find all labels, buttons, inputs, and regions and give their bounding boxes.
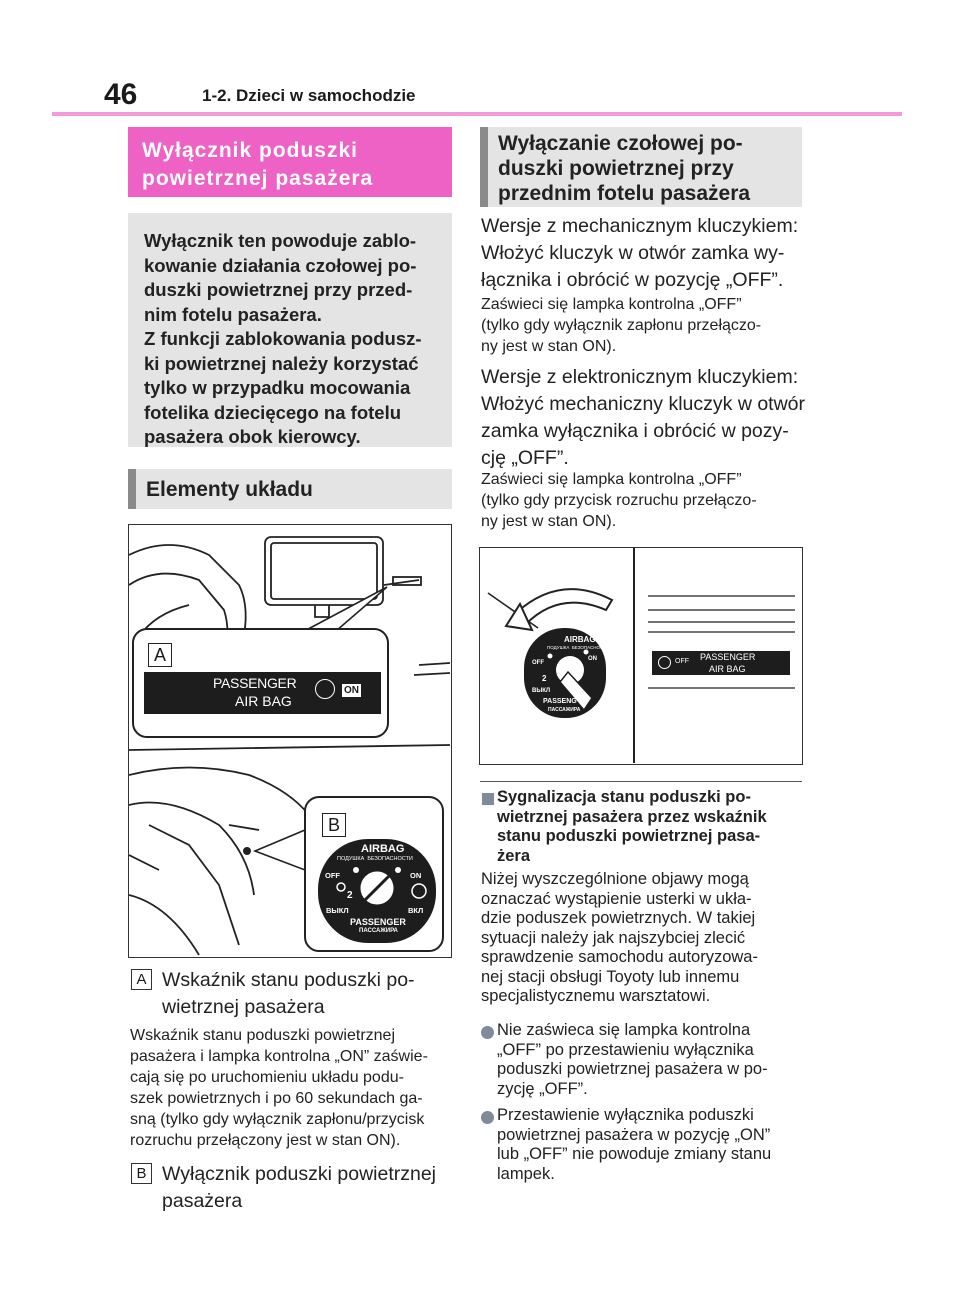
- item-a-title-line: wietrznej pasażera: [162, 996, 325, 1018]
- fig2-passeng-label: PASSENG: [543, 698, 577, 705]
- switch-on-label: ON: [410, 871, 422, 880]
- signal-divider: [480, 781, 802, 782]
- bullet-item-1: [497, 1021, 807, 1099]
- on-tag: ON: [344, 685, 359, 696]
- text-line: szek powietrznych i po 60 sekundach ga-: [130, 1090, 423, 1107]
- fig2-off-label: OFF: [532, 660, 544, 666]
- airbag-figure: [128, 524, 452, 958]
- text-line: sytuacji należy jak najszybciej zlecić: [481, 928, 746, 947]
- heading-line: Sygnalizacja stanu poduszki po-: [497, 788, 751, 806]
- text-line: Zaświeci się lampka kontrolna „OFF”: [481, 296, 742, 313]
- text-line: Włożyć mechaniczny kluczyk w otwór: [481, 393, 805, 415]
- text-line: łącznika i obrócić w pozycję „OFF”.: [481, 269, 784, 291]
- text-line: Przestawienie wyłącznika poduszki: [497, 1106, 754, 1124]
- text-line: Wersje z mechanicznym kluczykiem:: [481, 215, 799, 237]
- section-heading-switch: [128, 127, 452, 197]
- text-line: zamka wyłącznika i obrócić w pozy-: [481, 420, 789, 442]
- text-line: sprawdzenie samochodu autoryzowa-: [481, 948, 758, 966]
- fig2-airbag-ru: ПОДУШКА БЕЗОПАСНОСТИ: [547, 645, 610, 650]
- heading-line: przednim fotelu pasażera: [498, 182, 751, 205]
- heading-line: stanu poduszki powietrznej pasa-: [497, 827, 761, 845]
- signal-heading: [497, 788, 807, 866]
- page-number: 46: [104, 78, 138, 111]
- switch-passenger-label: PASSENGER: [350, 917, 406, 927]
- item-b-title-line: Wyłącznik poduszki powietrznej: [162, 1163, 437, 1185]
- figure-label-b: B: [322, 813, 346, 837]
- heading-line: duszki powietrznej przy: [498, 157, 734, 180]
- item-a-title: [162, 967, 415, 1021]
- item-b-title-line: pasażera: [162, 1190, 243, 1212]
- intro-box: [128, 213, 452, 447]
- deactivation-heading-text: [498, 131, 750, 206]
- item-a-description: [130, 1025, 452, 1151]
- intro-line: tylko w przypadku mocowania: [144, 377, 411, 398]
- intro-line: fotelika dziecięcego na fotelu: [144, 401, 402, 423]
- fig2-indicator-off: OFF: [675, 658, 689, 665]
- text-line: dzie poduszek powietrznych. W takiej: [481, 909, 756, 927]
- switch-airbag-ru: ПОДУШКА БЕЗОПАСНОСТИ: [337, 856, 413, 862]
- text-line: (tylko gdy przycisk rozruchu przełączo-: [481, 492, 757, 509]
- switch-num-2: 2: [347, 890, 353, 901]
- fig2-num-2: 2: [542, 674, 547, 683]
- text-line: Wersje z elektronicznym kluczykiem:: [481, 366, 799, 388]
- intro-line: nim fotelu pasażera.: [144, 303, 322, 325]
- text-line: oznaczać wystąpienie usterki w ukła-: [481, 889, 752, 908]
- text-line: Niżej wyszczególnione objawy mogą: [481, 870, 749, 888]
- switch-vkl-label: ВКЛ: [408, 906, 424, 915]
- mechanical-key-note: [481, 294, 806, 357]
- bullet-dot: [481, 1026, 494, 1039]
- elements-heading: [128, 469, 452, 509]
- fig2-on-label: ON: [588, 656, 597, 662]
- item-a-marker: A: [131, 969, 152, 990]
- intro-line: kowanie działania czołowej po-: [144, 254, 417, 276]
- fig2-vykl-label: ВЫКЛ: [532, 688, 551, 694]
- text-line: ny jest w stan ON).: [481, 513, 617, 530]
- text-line: lampek.: [497, 1164, 555, 1183]
- text-line: Wskaźnik stanu poduszki powietrznej: [130, 1027, 396, 1044]
- item-b-marker: B: [131, 1163, 152, 1184]
- fig2-indicator-line2: AIR BAG: [709, 664, 746, 674]
- intro-line: pasażera obok kierowcy.: [144, 426, 361, 447]
- text-line: Zaświeci się lampka kontrolna „OFF”: [481, 471, 742, 488]
- text-line: „OFF” po przestawieniu wyłącznika: [497, 1040, 754, 1059]
- item-a-title-line: Wskaźnik stanu poduszki po-: [162, 969, 415, 991]
- fig2-indicator-line1: PASSENGER: [700, 652, 756, 662]
- text-line: Nie zaświeca się lampka kontrolna: [497, 1021, 751, 1039]
- heading-line: wietrznej pasażera przez wskaźnik: [497, 807, 767, 826]
- text-line: nej stacji obsługi Toyoty lub innemu: [481, 967, 740, 986]
- text-line: poduszki powietrznej pasażera w po-: [497, 1060, 768, 1078]
- indicator-text-line2: AIR BAG: [235, 693, 292, 709]
- signal-description: [481, 870, 806, 1007]
- text-line: lub „OFF” nie powoduje zmiany stanu: [497, 1145, 772, 1163]
- text-line: pasażera i lampka kontrolna „ON” zaświe-: [130, 1048, 428, 1065]
- header-divider: [52, 112, 902, 116]
- switch-passenger-ru: ПАССАЖИРА: [359, 928, 398, 934]
- mechanical-key-instructions: [481, 213, 806, 294]
- text-line: Włożyć kluczyk w otwór zamka wy-: [481, 242, 785, 264]
- dashboard-illustration: [129, 525, 450, 956]
- fig2-airbag-label: AIRBAG: [564, 635, 596, 644]
- intro-line: duszki powietrznej przy przed-: [144, 279, 413, 300]
- bullet-item-2: [497, 1106, 807, 1184]
- text-line: cają się po uruchomieniu układu podu-: [130, 1069, 404, 1086]
- intro-line: Wyłącznik ten powoduje zablo-: [144, 230, 417, 251]
- text-line: cję „OFF”.: [481, 447, 569, 469]
- square-bullet: [482, 793, 494, 805]
- heading-line: Wyłączanie czołowej po-: [498, 132, 743, 155]
- heading-line: powietrznej pasażera: [142, 167, 374, 190]
- text-line: zycję „OFF”.: [497, 1079, 588, 1098]
- electronic-key-note: [481, 469, 806, 532]
- fig2-airbag-off-icon: [658, 656, 671, 669]
- intro-line: ki powietrznej należy korzystać: [144, 352, 419, 374]
- fig2-passeng-ru: ПАССАЖИРА: [548, 707, 581, 713]
- item-b-title: [162, 1161, 436, 1215]
- indicator-text-line1: PASSENGER: [213, 675, 297, 691]
- text-line: (tylko gdy wyłącznik zapłonu przełączo-: [481, 317, 762, 334]
- heading-line: Wyłącznik poduszki: [142, 139, 358, 162]
- switch-off-label: OFF: [325, 871, 340, 880]
- section-title: 1-2. Dzieci w samochodzie: [202, 86, 416, 105]
- intro-line: Z funkcji zablokowania podusz-: [144, 328, 422, 349]
- elements-heading-text: Elementy układu: [146, 478, 313, 501]
- bullet-dot: [481, 1111, 494, 1124]
- text-line: specjalistycznemu warsztatowi.: [481, 987, 711, 1005]
- text-line: powietrznej pasażera w pozycję „ON”: [497, 1125, 771, 1144]
- switch-vykl-label: ВЫКЛ: [326, 906, 349, 915]
- text-line: ny jest w stan ON).: [481, 338, 617, 355]
- heading-line: żera: [497, 846, 531, 865]
- text-line: sną (tylko gdy wyłącznik zapłonu/przycisk: [130, 1111, 425, 1128]
- airbag-off-icon: [315, 679, 335, 699]
- text-line: rozruchu przełączony jest w stan ON).: [130, 1132, 401, 1149]
- switch-airbag-label: AIRBAG: [361, 843, 405, 855]
- deactivation-heading: [480, 127, 802, 207]
- electronic-key-instructions: [481, 364, 806, 472]
- figure-label-a: A: [148, 643, 172, 667]
- switch-turn-figure: [479, 547, 803, 765]
